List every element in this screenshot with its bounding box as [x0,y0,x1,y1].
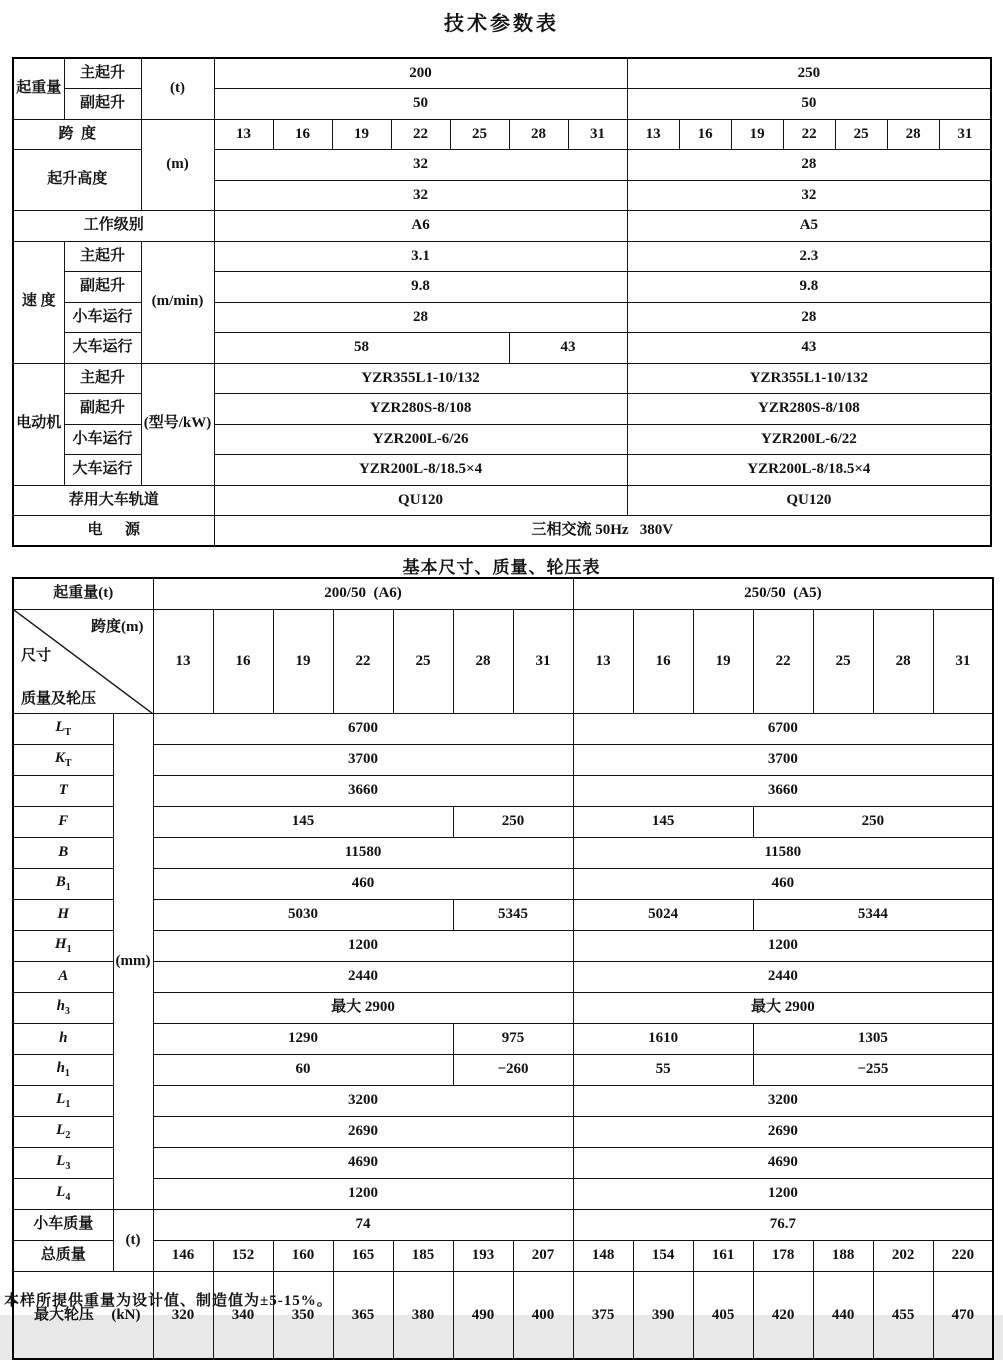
t1-span-cell: 19 [332,119,391,150]
t1-row-power [13,516,991,547]
t2-KT-left: 3700 [153,745,573,776]
t2-wheel-load-cell: 350 [273,1272,333,1360]
t2-row-span-header [13,609,993,714]
t1-span-cell: 31 [939,119,991,150]
t2-total-mass-cell: 148 [573,1241,633,1272]
t2-dim-label-H1: $H_1$ [13,931,113,962]
t1-label-power: 电 源 [13,516,214,547]
t1-height2-right: 32 [627,180,991,211]
t2-dim-label-KT: $K_T$ [13,745,113,776]
t2-row-A [13,962,993,993]
t1-label-motor: 电动机 [13,363,64,485]
t1-span-cell: 25 [450,119,509,150]
t2-span-cell: 19 [273,609,333,714]
t1-duty-left: A6 [214,211,627,242]
t1-row-rail [13,485,991,516]
t2-row-capacity-groups [13,578,993,609]
t2-row-trolley-mass [13,1210,993,1241]
t1-span-cell: 22 [391,119,450,150]
t1-span-cell: 28 [887,119,939,150]
t2-unit-mm: (mm) [113,714,153,1210]
t2-total-mass-cell: 202 [873,1241,933,1272]
t2-total-mass-cell: 146 [153,1241,213,1272]
t1-span-cell: 13 [214,119,273,150]
t2-label-max-wheel-load [13,1272,153,1360]
t2-H-left-a: 5030 [153,900,453,931]
t1-cap-main-left: 200 [214,58,627,89]
t1-speed-crane-right: 43 [627,333,991,364]
t2-h1-left-a: 60 [153,1055,453,1086]
t2-row-H [13,900,993,931]
t2-diag-mass-wheelload-label: 质量及轮压 [21,690,97,707]
t1-label-lifting-capacity: 起重量 [13,58,64,119]
t1-duty-right: A5 [627,211,991,242]
t1-row-speed-main [13,241,991,272]
t2-L4-left: 1200 [153,1179,573,1210]
t2-h1-right-a: 55 [573,1055,753,1086]
t1-row-duty-class [13,211,991,242]
t2-dim-label-L1: $L_1$ [13,1086,113,1117]
t2-wheel-load-cell: 405 [693,1272,753,1360]
t2-L4-right: 1200 [573,1179,993,1210]
t1-label-aux-hoist: 副起升 [64,394,141,425]
t2-dim-label-L2: $L_2$ [13,1117,113,1148]
t2-wheel-load-cell: 490 [453,1272,513,1360]
t1-span-cell: 19 [731,119,783,150]
t2-trolley-mass-left: 74 [153,1210,573,1241]
t1-motor-crane-right: YZR200L-8/18.5×4 [627,455,991,486]
t2-h-right-b: 1305 [753,1024,993,1055]
t2-dim-label-B: B [13,838,113,869]
t2-T-right: 3660 [573,776,993,807]
t1-power-value: 三相交流 50Hz 380V [214,516,991,547]
t2-dim-label-T: T [13,776,113,807]
t2-row-h1 [13,1055,993,1086]
t1-speed-trolley-left: 28 [214,302,627,333]
technical-parameters-table [12,57,992,547]
t2-L2-right: 2690 [573,1117,993,1148]
t1-speed-crane-left-a: 58 [214,333,509,364]
t2-H1-left: 1200 [153,931,573,962]
t2-span-cell: 16 [213,609,273,714]
t2-F-left-a: 145 [153,807,453,838]
t1-label-speed: 速 度 [13,241,64,363]
t1-unit-m-min: (m/min) [141,241,214,363]
t1-speed-aux-right: 9.8 [627,272,991,303]
t2-h1-right-b: −255 [753,1055,993,1086]
t2-total-mass-cell: 160 [273,1241,333,1272]
t2-wheel-load-cell: 440 [813,1272,873,1360]
t2-L1-left: 3200 [153,1086,573,1117]
t2-H1-right: 1200 [573,931,993,962]
t1-cap-main-right: 250 [627,58,991,89]
t2-label-total-mass: 总质量 [13,1241,113,1272]
t2-dim-label-h3: $h_3$ [13,993,113,1024]
t2-B-left: 11580 [153,838,573,869]
t2-row-L3 [13,1148,993,1179]
t1-speed-main-right: 2.3 [627,241,991,272]
t2-F-left-b: 250 [453,807,573,838]
t2-dim-label-L3: $L_3$ [13,1148,113,1179]
t2-wheel-load-cell: 390 [633,1272,693,1360]
t2-F-right-b: 250 [753,807,993,838]
t2-L3-right: 4690 [573,1148,993,1179]
t2-total-mass-cell: 154 [633,1241,693,1272]
t1-span-cell: 31 [568,119,627,150]
t2-B1-left: 460 [153,869,573,900]
t2-wheel-load-cell: 400 [513,1272,573,1360]
t1-span-cell: 22 [783,119,835,150]
t2-total-mass-cell: 178 [753,1241,813,1272]
t2-span-cell: 22 [333,609,393,714]
t2-row-H1 [13,931,993,962]
t2-row-max-wheel-load [13,1272,993,1360]
t2-H-right-a: 5024 [573,900,753,931]
t2-A-right: 2440 [573,962,993,993]
t2-trolley-mass-right: 76.7 [573,1210,993,1241]
t1-span-cell: 13 [627,119,679,150]
t2-total-mass-cell: 185 [393,1241,453,1272]
t2-group-left-header: 200/50 (A6) [153,578,573,609]
t2-dim-label-h1: $h_1$ [13,1055,113,1086]
t2-span-cell: 13 [573,609,633,714]
t2-h-right-a: 1610 [573,1024,753,1055]
t2-LT-right: 6700 [573,714,993,745]
t2-row-LT [13,714,993,745]
t1-motor-main-left: YZR355L1-10/132 [214,363,627,394]
t2-dim-label-h: h [13,1024,113,1055]
t2-unit-t: (t) [113,1210,153,1272]
t1-label-main-hoist: 主起升 [64,363,141,394]
t2-wheel-load-cell: 375 [573,1272,633,1360]
t1-speed-crane-left-b: 43 [509,333,627,364]
t1-speed-trolley-right: 28 [627,302,991,333]
t2-diagonal-header-cell [13,609,153,714]
t2-row-T [13,776,993,807]
t2-group-right-header: 250/50 (A5) [573,578,993,609]
t1-speed-aux-left: 9.8 [214,272,627,303]
t2-span-cell: 19 [693,609,753,714]
t1-label-duty-class: 工作级别 [13,211,214,242]
t1-span-cell: 28 [509,119,568,150]
t2-dim-label-LT: $L_T$ [13,714,113,745]
t1-motor-trolley-left: YZR200L-6/26 [214,424,627,455]
t1-rail-right: QU120 [627,485,991,516]
t1-motor-main-right: YZR355L1-10/132 [627,363,991,394]
t2-row-L2 [13,1117,993,1148]
t1-span-cell: 16 [679,119,731,150]
t2-span-cell: 31 [513,609,573,714]
t2-dim-label-B1: $B_1$ [13,869,113,900]
t2-span-cell: 25 [813,609,873,714]
t2-span-cell: 25 [393,609,453,714]
t2-KT-right: 3700 [573,745,993,776]
t1-unit-model-kw: (型号/kW) [141,363,214,485]
t2-wheel-load-cell: 320 [153,1272,213,1360]
t2-span-cell: 28 [453,609,513,714]
t2-total-mass-cell: 161 [693,1241,753,1272]
t1-height1-right: 28 [627,150,991,181]
t1-motor-aux-left: YZR280S-8/108 [214,394,627,425]
t1-speed-main-left: 3.1 [214,241,627,272]
t2-row-B [13,838,993,869]
t1-rail-left: QU120 [214,485,627,516]
t1-label-main-hoist: 主起升 [64,241,141,272]
t1-label-trolley-travel: 小车运行 [64,424,141,455]
t1-unit-m: (m) [141,119,214,211]
t2-wheel-load-cell: 470 [933,1272,993,1360]
t2-H-right-b: 5344 [753,900,993,931]
t2-span-cell: 16 [633,609,693,714]
t2-total-mass-cell: 165 [333,1241,393,1272]
t2-dim-label-A: A [13,962,113,993]
t2-total-mass-cell: 193 [453,1241,513,1272]
t2-L3-left: 4690 [153,1148,573,1179]
table2-title: 基本尺寸、质量、轮压表 [402,558,601,577]
t2-total-mass-cell: 220 [933,1241,993,1272]
table1-title: 技术参数表 [444,13,559,35]
t1-label-span: 跨 度 [13,119,141,150]
t1-label-lifting-height: 起升高度 [13,150,141,211]
t1-height2-left: 32 [214,180,627,211]
t2-row-h [13,1024,993,1055]
t2-total-mass-cell: 152 [213,1241,273,1272]
t2-L2-left: 2690 [153,1117,573,1148]
t1-row-main-capacity [13,58,991,89]
t2-h3-right: 最大 2900 [573,993,993,1024]
t1-label-aux-hoist: 副起升 [64,272,141,303]
t2-wheel-load-cell: 380 [393,1272,453,1360]
t2-label-trolley-mass: 小车质量 [13,1210,113,1241]
t2-h-left-a: 1290 [153,1024,453,1055]
footnote: 本样所提供重量为设计值、制造值为±5-15%。 [4,1293,333,1309]
t2-row-B1 [13,869,993,900]
t2-label-capacity: 起重量(t) [13,578,153,609]
t2-wheel-load-cell: 340 [213,1272,273,1360]
t2-B1-right: 460 [573,869,993,900]
t2-L1-right: 3200 [573,1086,993,1117]
t2-span-cell: 22 [753,609,813,714]
t2-row-F [13,807,993,838]
t1-cap-aux-right: 50 [627,89,991,120]
t2-row-total-mass [13,1241,993,1272]
t2-dim-label-F: F [13,807,113,838]
t1-label-crane-travel: 大车运行 [64,455,141,486]
t1-label-main-hoist: 主起升 [64,58,141,89]
t2-span-cell: 31 [933,609,993,714]
t2-wheel-load-cell: 365 [333,1272,393,1360]
t2-h1-left-b: −260 [453,1055,573,1086]
t2-h3-left: 最大 2900 [153,993,573,1024]
t2-B-right: 11580 [573,838,993,869]
dimensions-mass-wheelload-table [12,577,994,1360]
t1-height1-left: 32 [214,150,627,181]
t2-h-left-b: 975 [453,1024,573,1055]
t2-H-left-b: 5345 [453,900,573,931]
t2-wheel-load-cell: 420 [753,1272,813,1360]
t2-diag-dimension-label: 尺寸 [21,647,52,664]
t2-wheel-load-cell: 455 [873,1272,933,1360]
t2-span-cell: 28 [873,609,933,714]
t2-total-mass-cell: 188 [813,1241,873,1272]
t1-span-cell: 25 [835,119,887,150]
t2-total-mass-cell: 207 [513,1241,573,1272]
t2-row-L4 [13,1179,993,1210]
t1-label-trolley-travel: 小车运行 [64,302,141,333]
t2-A-left: 2440 [153,962,573,993]
t2-row-h3 [13,993,993,1024]
t1-label-crane-travel: 大车运行 [64,333,141,364]
t1-unit-t: (t) [141,58,214,119]
t2-row-KT [13,745,993,776]
t1-label-aux-hoist: 副起升 [64,89,141,120]
t2-dim-label-H: H [13,900,113,931]
t1-motor-trolley-right: YZR200L-6/22 [627,424,991,455]
t1-cap-aux-left: 50 [214,89,627,120]
t2-unit-kn: (kN) [111,1306,141,1323]
t1-motor-aux-right: YZR280S-8/108 [627,394,991,425]
t1-label-rail: 荐用大车轨道 [13,485,214,516]
t2-max-wheel-load-text: 最大轮压 [34,1306,95,1323]
t2-F-right-a: 145 [573,807,753,838]
t2-diag-span-label: 跨度(m) [91,618,144,635]
t1-motor-crane-left: YZR200L-8/18.5×4 [214,455,627,486]
t2-dim-label-L4: $L_4$ [13,1179,113,1210]
t2-row-L1 [13,1086,993,1117]
t2-T-left: 3660 [153,776,573,807]
t2-span-cell: 13 [153,609,213,714]
t1-row-span [13,119,991,150]
t1-row-motor-main [13,363,991,394]
t2-LT-left: 6700 [153,714,573,745]
t1-span-cell: 16 [273,119,332,150]
